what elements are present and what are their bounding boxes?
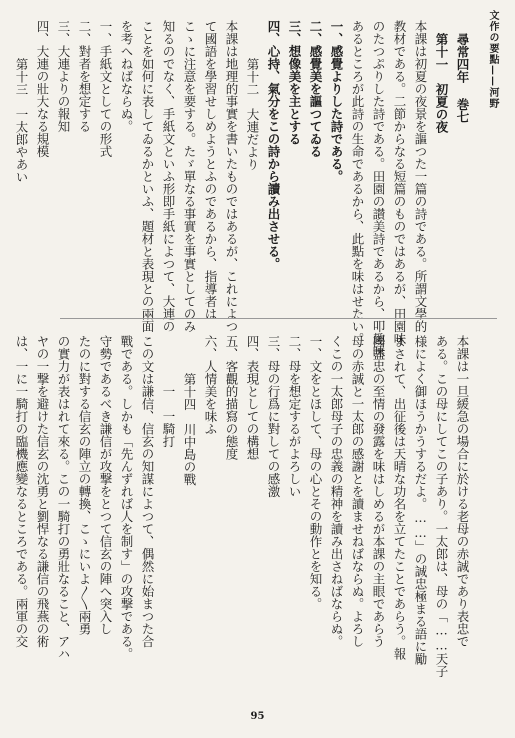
text-line: 教材である。二節からなる短篇のものではあるが、田園味 <box>392 20 407 345</box>
text-line: 四、表現としての構想 <box>245 335 260 460</box>
text-line: 三、母の行爲に對しての感激 <box>266 335 281 498</box>
text-line: 二、感覺美を謳つてゐる <box>308 20 323 158</box>
text-line: ヤの一撃を避けた信玄の沈勇と劉悍なる謙信の飛燕の術 <box>35 335 50 648</box>
text-line: 一、感覺よりした詩である。 <box>329 20 344 183</box>
text-line: 本課は地理的事實を書いたものではあるが、これによつ <box>224 20 239 333</box>
text-line: 四、心持、氣分をこの詩から讀み出させる。 <box>266 20 281 270</box>
text-line: 三、想像美を主とする <box>287 20 302 145</box>
text-line: くこの一太郎母子の忠義の精神を讀み出さねばならぬ。 <box>329 335 344 648</box>
text-line: 三、大連よりの報知 <box>56 20 71 133</box>
text-line: 第十二 大連だより <box>245 57 260 170</box>
text-line: 五、客觀的描寫の態度 <box>224 335 239 460</box>
text-line: 一、手紙文としての形式 <box>98 20 113 158</box>
text-line: のたつぷりした詩である。田園の讃美詩であるから、叩趣味 <box>371 20 386 358</box>
text-line: あるところが此詩の生命であるから、此點を味はせたい。 <box>350 20 365 345</box>
text-line: たのに對する信玄の陣立の轉換、こゝにいよ〳〵兩勇 <box>77 335 92 635</box>
text-line: 尋常四年 巻七 <box>455 32 470 123</box>
text-line: を考へねばならぬ。 <box>119 20 134 133</box>
text-line: ある。この母にしてこの子あり。一太郎は、母の「……天子 <box>434 335 449 678</box>
text-line: この文は謙信、信玄の知謀によつて、偶然に始まつた合 <box>140 335 155 648</box>
text-line: 一、文をとほして、母の心とその動作とを知る。 <box>308 335 323 610</box>
divider <box>60 318 497 319</box>
text-line: 六、人情美を味ふ <box>203 335 218 435</box>
text-line: 本課は初夏の夜景を謳つた一篇の詩である。所謂文學的 <box>413 20 428 333</box>
text-line: 國盡忠の至情の發露を味はしめるが本課の主眼であらう <box>371 335 386 648</box>
text-line: まされて、出征後は天晴な功名を立てたことであらう。報 <box>392 335 407 660</box>
text-line: 二、母を想定するがよろしい <box>287 335 302 498</box>
text-line: こゝに注意を要する。たゞ單なる事實を事實としてのみ <box>182 20 197 333</box>
text-line: 戰である。しかも「先んずれば人を制す」の攻撃である。 <box>119 335 134 660</box>
upper-text-block <box>14 20 473 358</box>
text-line: 四、大連の壯大なる規模 <box>35 20 50 158</box>
running-header: 文作の要點——河野 <box>487 10 498 109</box>
text-line: 知るのでなく、手紙文といふ形即手紙によつて、大連の <box>161 20 176 333</box>
text-line: ことを如何に表してゐるかといふ、題材と表現との兩面 <box>140 20 155 333</box>
lower-text-block <box>14 335 473 690</box>
text-line: て國語を學習せしめようとふのであるから、指導者は <box>203 20 218 320</box>
text-line: 守勢であるべき謙信が攻撃をとつて信玄の陣へ突入し <box>98 335 113 635</box>
text-line: 第十三 一太郎やあい <box>14 57 29 183</box>
text-line: 第十一 初夏の夜 <box>434 32 449 133</box>
text-line: 第十四 川中島の戰 <box>182 372 197 485</box>
text-line: 母の赤誠と一太郎の感謝とを讀ませねばならぬ。よろし <box>350 335 365 648</box>
page-number: 95 <box>250 711 265 722</box>
text-line: 二、對者を想定する <box>77 20 92 133</box>
text-line: は、一に一騎打の臨機應變なるところである。兩軍の交 <box>14 335 29 648</box>
text-line: の實力が表はれて來る。この一騎打の勇壯なること、アハ <box>56 335 71 660</box>
text-line: 一 一騎打 <box>161 385 176 448</box>
text-line: 本課は一旦緩急の場合に於ける老母の赤誠であり表忠で <box>455 335 470 648</box>
text-line: 様によく御ほうかうするだよ。……」の誠忠極まる語に勵 <box>413 335 428 665</box>
